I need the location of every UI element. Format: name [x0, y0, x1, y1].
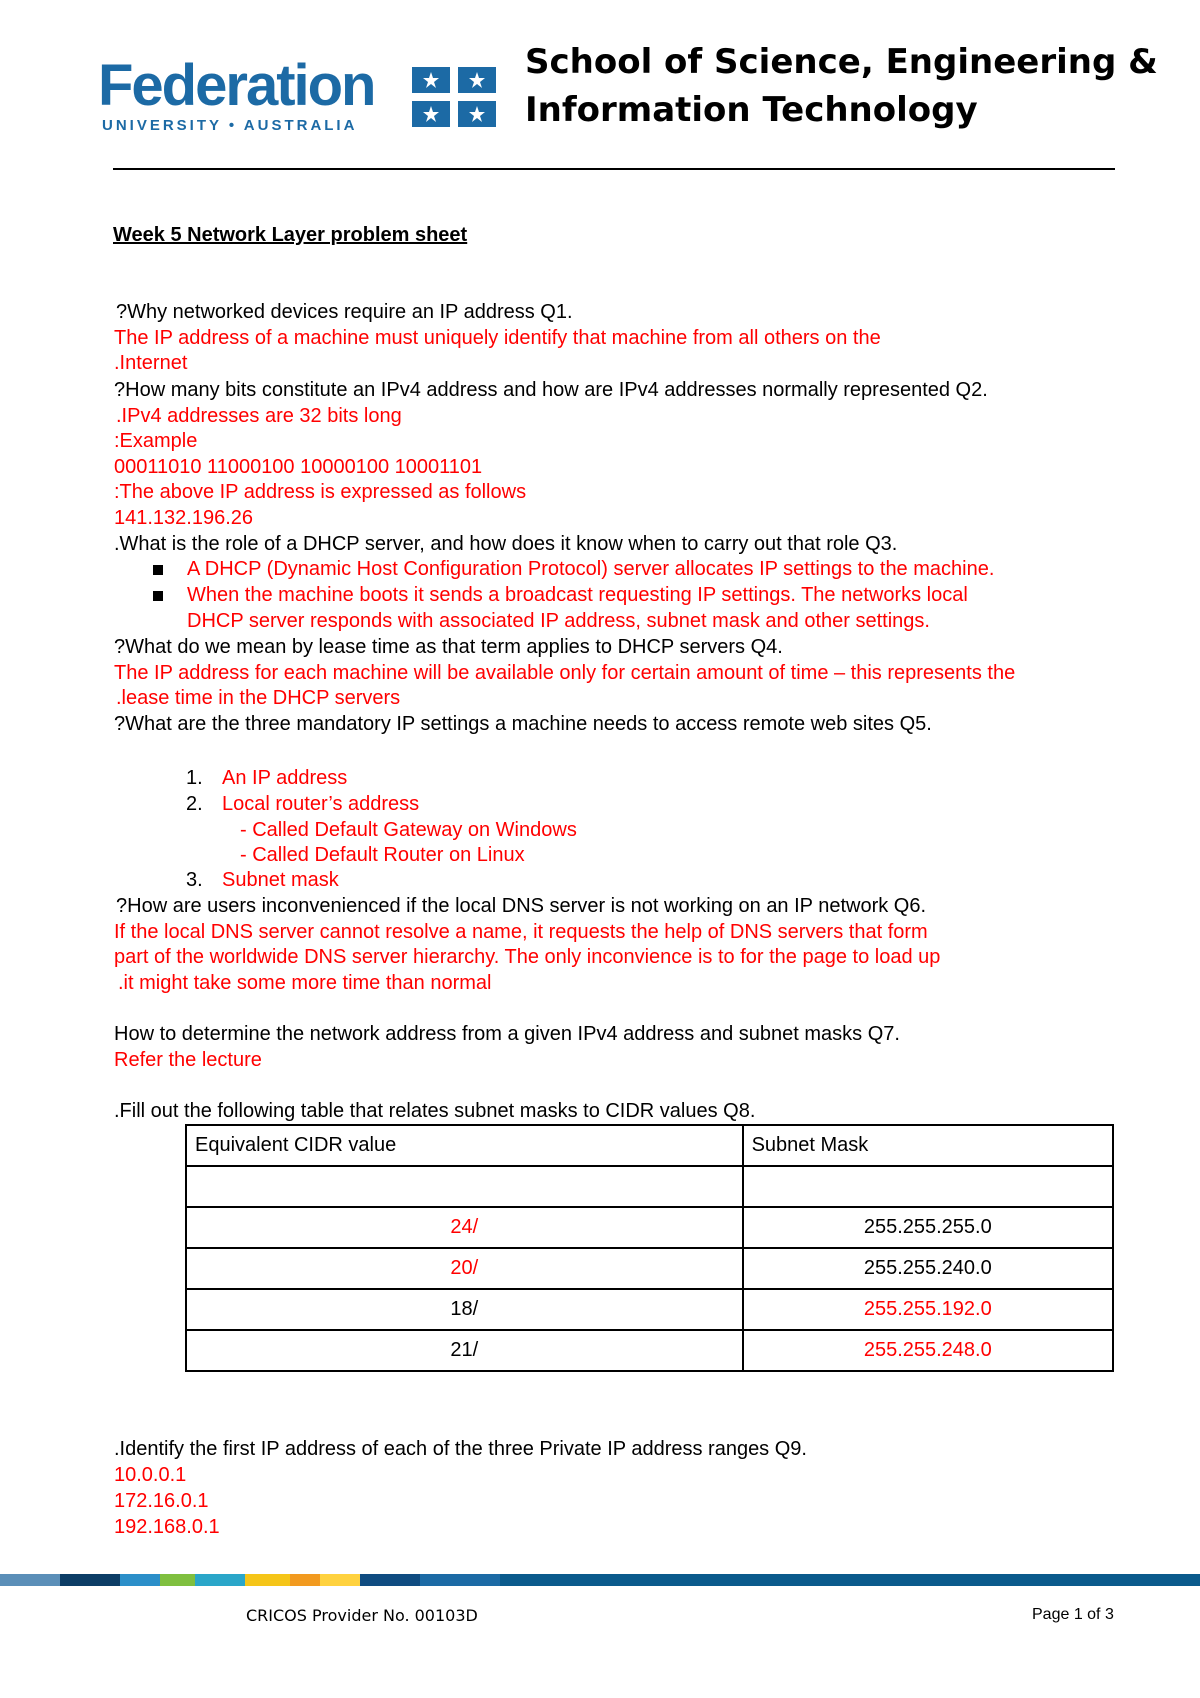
answer-line: part of the worldwide DNS server hierarchy. The only inconvience is to for the page to load up [114, 946, 941, 968]
school-name-line1: School of Science, Engineering & [525, 42, 1158, 82]
cidr-cell: 20/ [186, 1248, 743, 1289]
answer-line: 172.16.0.1 [114, 1490, 209, 1512]
question-q5: ?What are the three mandatory IP settings a machine needs to access remote web sites Q5. [114, 713, 932, 735]
table-header-row [186, 1125, 1113, 1166]
question-q2: ?How many bits constitute an IPv4 address and how are IPv4 addresses normally represented Q2. [114, 379, 988, 401]
table-row [186, 1166, 1113, 1207]
mask-cell: 255.255.255.0 [743, 1207, 1113, 1248]
mask-cell: 255.255.248.0 [743, 1330, 1113, 1371]
answer-line: 10.0.0.1 [114, 1464, 187, 1486]
answer-line: .Internet [114, 352, 188, 374]
mask-cell [743, 1166, 1113, 1207]
question-q7: How to determine the network address from a given IPv4 address and subnet masks Q7. [114, 1023, 900, 1045]
answer-line: .lease time in the DHCP servers [116, 687, 401, 709]
mask-cell: 255.255.192.0 [743, 1289, 1113, 1330]
header-divider [113, 168, 1115, 170]
answer-line: :Example [114, 430, 198, 452]
mask-cell: 255.255.240.0 [743, 1248, 1113, 1289]
list-number: 2. [186, 793, 203, 815]
question-q3: .What is the role of a DHCP server, and how does it know when to carry out that role Q3. [114, 533, 898, 555]
footer-color-band [0, 1574, 1200, 1586]
table-row [186, 1289, 1113, 1330]
bullet-icon [153, 565, 163, 575]
cidr-cell [186, 1166, 743, 1207]
answer-line: The IP address for each machine will be available only for certain amount of time – this represents the [114, 662, 1016, 684]
list-item: Subnet mask [222, 869, 339, 891]
list-item: An IP address [222, 767, 348, 789]
question-q4: ?What do we mean by lease time as that term applies to DHCP servers Q4. [114, 636, 783, 658]
footer-page-number: Page 1 of 3 [1032, 1606, 1114, 1623]
bullet-icon [153, 591, 163, 601]
logo-subtitle: UNIVERSITY • AUSTRALIA [102, 117, 358, 134]
footer-cricos: CRICOS Provider No. 00103D [246, 1606, 478, 1625]
answer-line: :The above IP address is expressed as follows [114, 481, 527, 503]
answer-line: 192.168.0.1 [114, 1516, 220, 1538]
cidr-cell: 18/ [186, 1289, 743, 1330]
list-number: 3. [186, 869, 203, 891]
list-number: 1. [186, 767, 203, 789]
answer-line: If the local DNS server cannot resolve a name, it requests the help of DNS servers that form [114, 921, 928, 943]
table-row [186, 1207, 1113, 1248]
answer-line: Refer the lecture [114, 1049, 262, 1071]
cidr-cell: 21/ [186, 1330, 743, 1371]
list-subitem: - Called Default Router on Linux [240, 844, 525, 866]
list-subitem: - Called Default Gateway on Windows [240, 819, 577, 841]
table-header-mask: Subnet Mask [743, 1125, 1113, 1166]
question-q6: ?How are users inconvenienced if the local DNS server is not working on an IP network Q6. [116, 895, 927, 917]
question-q1: ?Why networked devices require an IP address Q1. [116, 301, 573, 323]
answer-line: 141.132.196.26 [114, 507, 254, 529]
table-row [186, 1248, 1113, 1289]
answer-bullet-cont: DHCP server responds with associated IP address, subnet mask and other settings. [187, 610, 930, 632]
list-item: Local router’s address [222, 793, 420, 815]
answer-bullet: A DHCP (Dynamic Host Configuration Protocol) server allocates IP settings to the machine. [187, 558, 995, 580]
answer-line: The IP address of a machine must uniquely identify that machine from all others on the [114, 327, 881, 349]
question-q9: .Identify the first IP address of each of the three Private IP address ranges Q9. [114, 1438, 807, 1460]
university-crest-icon [412, 67, 496, 127]
cidr-table [185, 1124, 1114, 1372]
school-name-line2: Information Technology [525, 90, 978, 130]
page-title: Week 5 Network Layer problem sheet [113, 224, 468, 246]
table-row [186, 1330, 1113, 1371]
school-name [525, 38, 1158, 134]
answer-line: .IPv4 addresses are 32 bits long [116, 405, 402, 427]
question-q8: .Fill out the following table that relates subnet masks to CIDR values Q8. [114, 1100, 756, 1122]
table-header-cidr: Equivalent CIDR value [186, 1125, 743, 1166]
answer-line: 00011010 11000100 10000100 10001101 [114, 456, 483, 478]
cidr-cell: 24/ [186, 1207, 743, 1248]
answer-bullet: When the machine boots it sends a broadcast requesting IP settings. The networks local [187, 584, 968, 606]
answer-line: .it might take some more time than normal [118, 972, 492, 994]
logo-wordmark: Federation [98, 53, 375, 118]
